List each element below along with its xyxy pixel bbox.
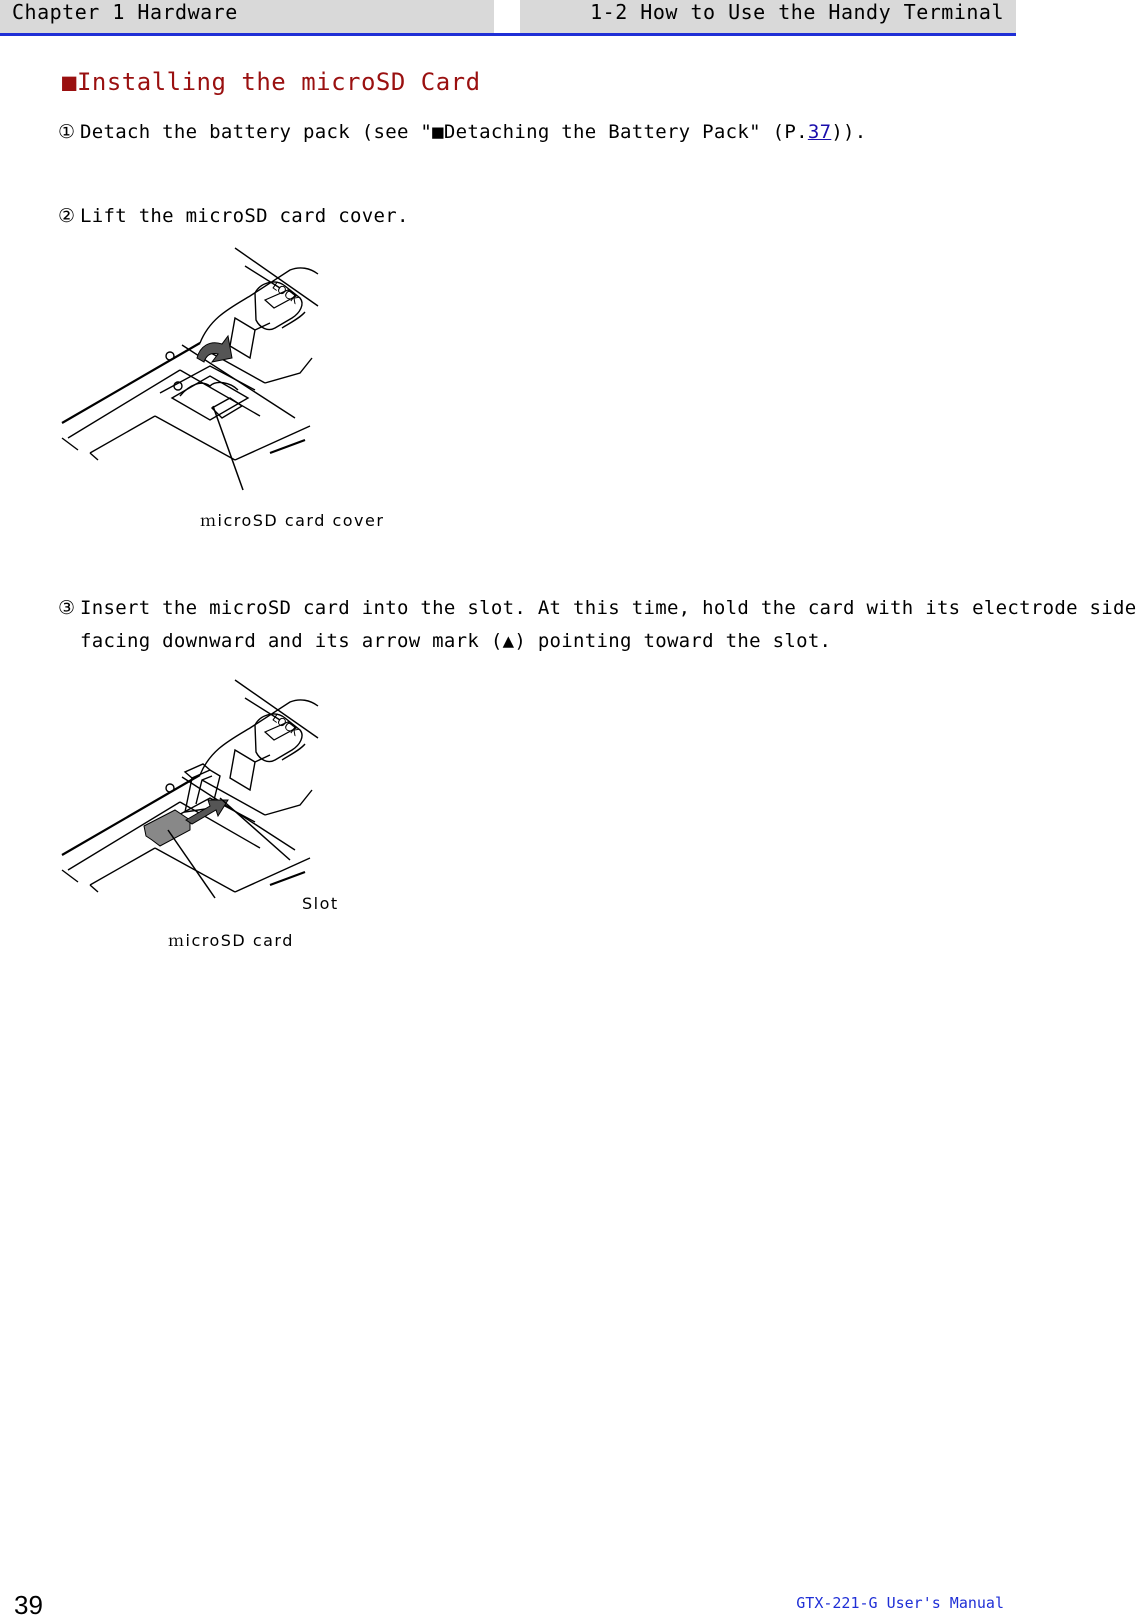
step-1-text: Detach the battery pack (see "■Detaching the Battery Pack" (P.: [80, 121, 808, 143]
lock-text-1: LOCK: [269, 279, 302, 307]
slot-label: Slot: [302, 894, 339, 913]
step-1-number: ①: [58, 121, 76, 143]
page-header: [0, 0, 1016, 36]
figure-lift-cover: [60, 248, 320, 498]
lock-text-2: LOCK: [269, 711, 302, 739]
step-3-text-line2: facing downward and its arrow mark (▲) pointing toward the slot.: [80, 630, 832, 652]
step-3: [58, 592, 1137, 658]
leader-line-slot: [220, 798, 290, 860]
manual-title: GTX-221-G User's Manual: [796, 1594, 1004, 1612]
step-2: [58, 200, 409, 233]
section-heading: ■Installing the microSD Card: [62, 68, 481, 96]
insert-arrow-icon: [186, 800, 228, 824]
arrow-icon: [197, 336, 232, 362]
step-1: [58, 116, 867, 149]
leader-line-cover: [213, 406, 243, 490]
page-number: 39: [14, 1590, 43, 1620]
step-3-text-line1: Insert the microSD card into the slot. At this time, hold the card with its electrode side: [80, 597, 1137, 619]
figure-insert-card: [60, 680, 360, 930]
step-1-text-end: )).: [831, 121, 867, 143]
microsd-card-label: ｍicroSD card: [168, 931, 294, 950]
microsd-card-cover-label: ｍicroSD card cover: [200, 511, 385, 530]
leader-line-card: [168, 830, 215, 898]
step-3-number: ③: [58, 597, 76, 619]
step-2-number: ②: [58, 205, 76, 227]
microsd-card-icon: [144, 810, 190, 846]
step-2-text: Lift the microSD card cover.: [80, 205, 409, 227]
section-title: 1-2 How to Use the Handy Terminal: [590, 0, 1004, 24]
header-divider: [494, 0, 520, 33]
page-37-link[interactable]: 37: [807, 121, 832, 143]
chapter-title: Chapter 1 Hardware: [12, 0, 238, 24]
